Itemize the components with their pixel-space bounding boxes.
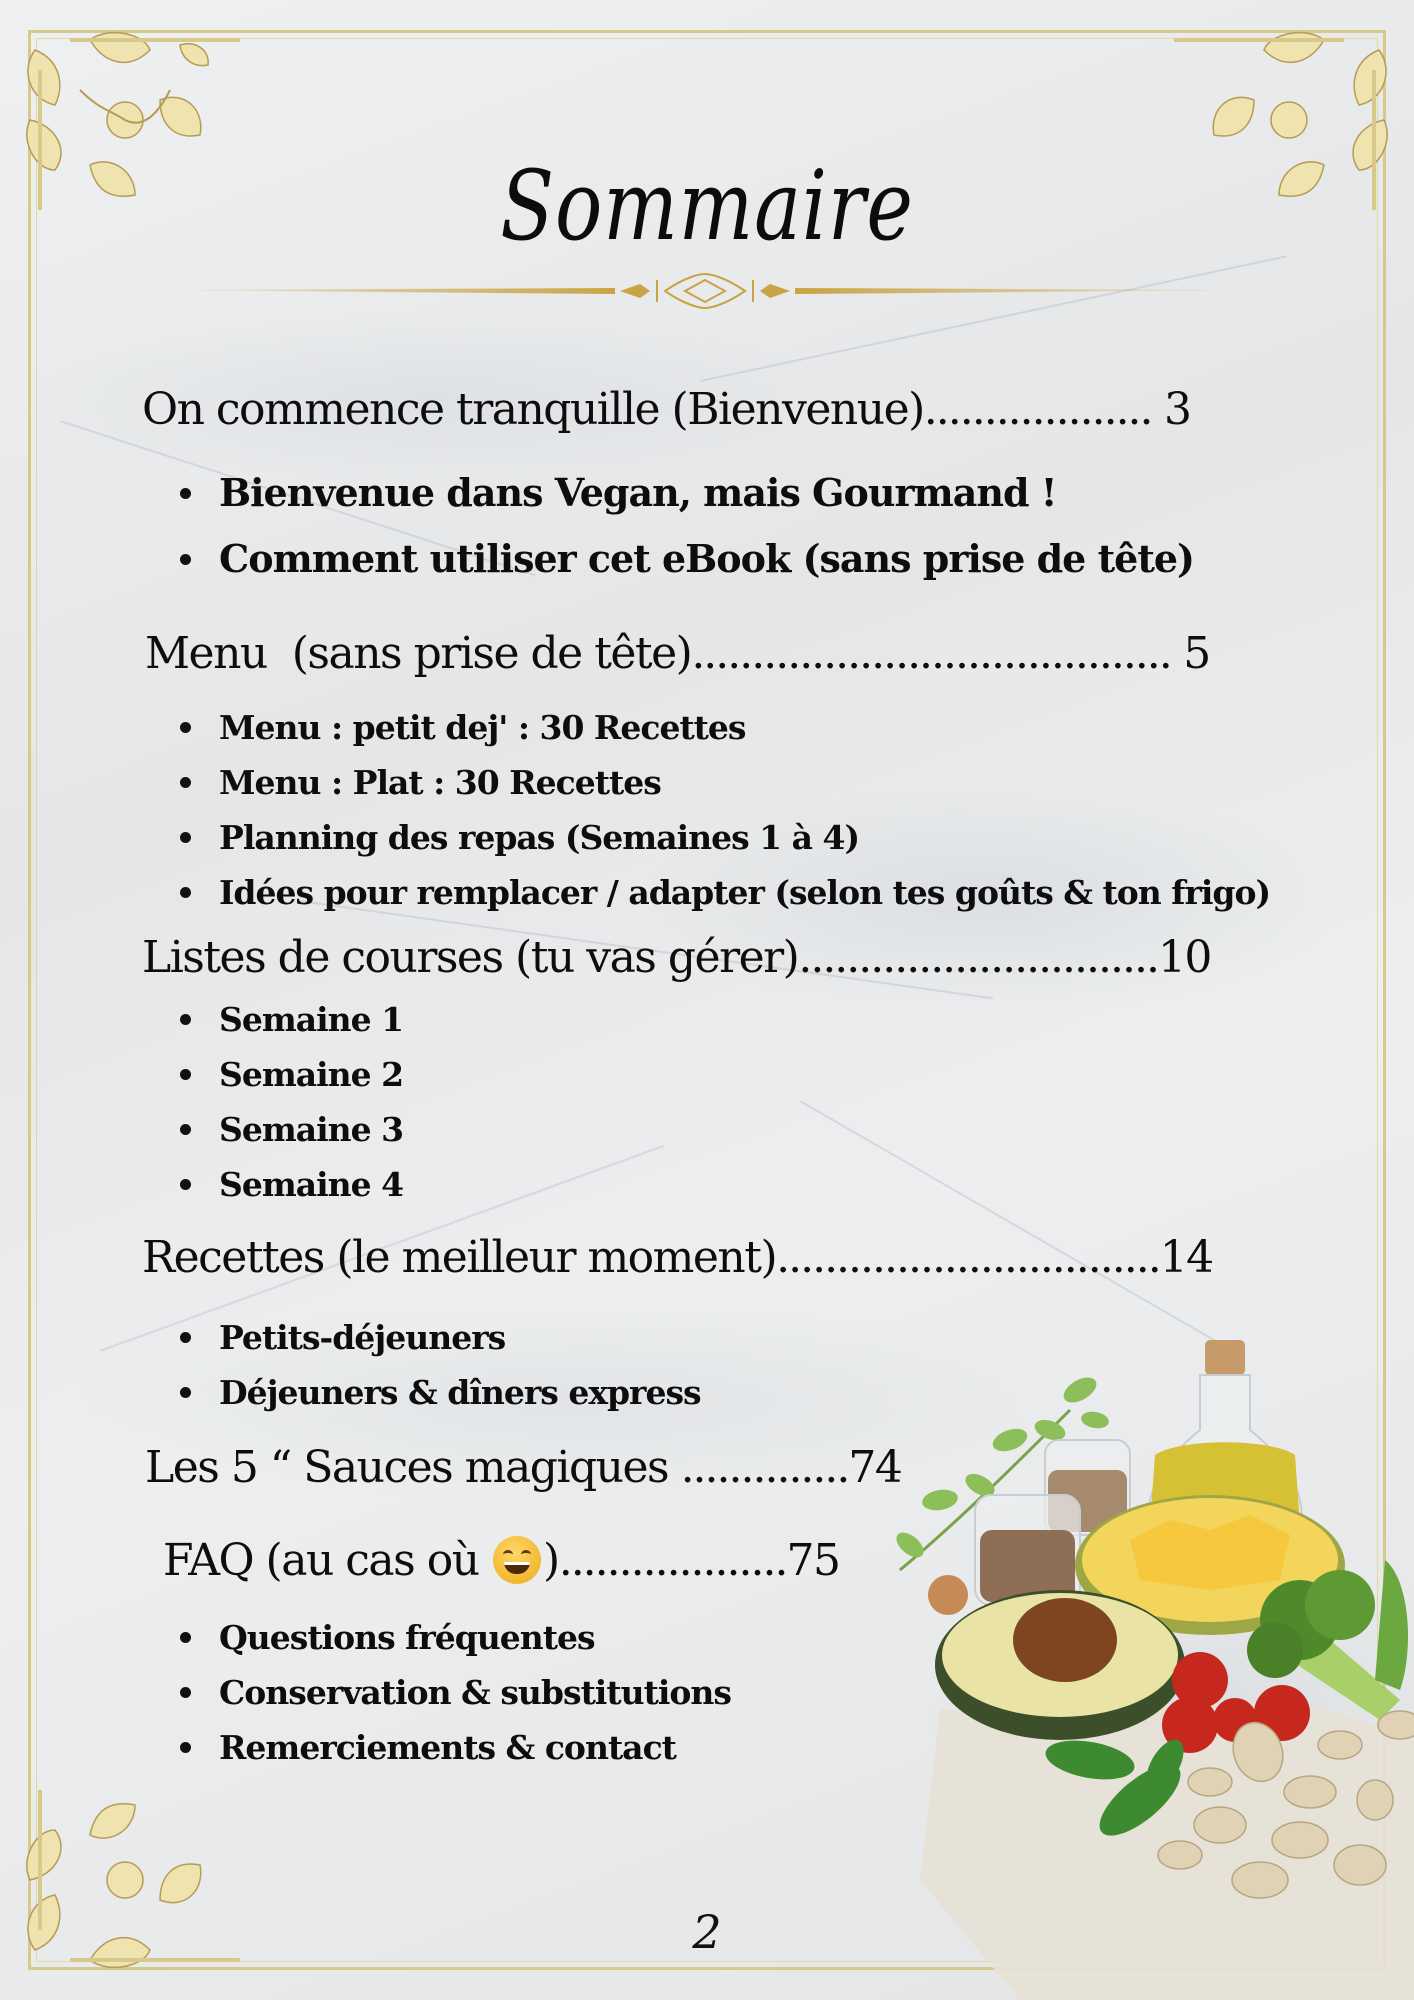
toc-subitem[interactable]: Conservation & substitutions [180, 1673, 731, 1712]
toc-page-number: 74 [848, 1442, 902, 1493]
toc-subitem[interactable]: Questions fréquentes [180, 1618, 595, 1657]
toc-page-number: 3 [1151, 384, 1191, 435]
toc-entry-sauces-magiques[interactable] [145, 1442, 901, 1493]
grinning-face-emoji-icon [493, 1536, 541, 1584]
gold-divider-ornament [145, 272, 1265, 312]
page-number: 2 [692, 1905, 722, 1959]
toc-subitem[interactable]: Bienvenue dans Vegan, mais Gourmand ! [180, 470, 1056, 515]
toc-subitem[interactable]: Remerciements & contact [180, 1728, 676, 1767]
toc-page-number: 10 [1157, 932, 1211, 983]
page-title: Sommaire [500, 150, 914, 262]
toc-heading-label: FAQ (au cas où [163, 1535, 492, 1586]
toc-entry-recettes[interactable] [142, 1232, 1213, 1283]
toc-leader-dots: ................... [923, 384, 1152, 435]
toc-page-number: 75 [786, 1535, 840, 1586]
marble-vein [800, 1100, 1234, 1352]
avocado-icon [935, 1590, 1185, 1740]
toc-entry-faq[interactable]: FAQ (au cas où )...................75 [163, 1535, 840, 1586]
toc-subitem[interactable]: Semaine 3 [180, 1110, 403, 1149]
toc-subitem[interactable]: Semaine 2 [180, 1055, 403, 1094]
toc-heading-label: On commence tranquille (Bienvenue) [142, 384, 924, 435]
toc-leader-dots: .............................. [798, 932, 1158, 983]
toc-leader-dots: ................................ [776, 1232, 1160, 1283]
toc-subitem[interactable]: Petits-déjeuners [180, 1318, 505, 1357]
toc-leader-dots: ........................................ [691, 628, 1171, 679]
toc-heading-label: Menu (sans prise de tête) [145, 628, 692, 679]
vegan-ingredients-illustration [880, 1320, 1414, 2000]
toc-heading-label: Listes de courses (tu vas gérer) [142, 932, 799, 983]
toc-entry-menu[interactable] [145, 628, 1210, 679]
toc-page-number: 14 [1159, 1232, 1213, 1283]
toc-entry-bienvenue[interactable] [142, 384, 1191, 435]
toc-leader-dots: ................... [558, 1535, 787, 1586]
toc-entry-listes-de-courses[interactable] [142, 932, 1211, 983]
toc-leader-dots: .............. [680, 1442, 849, 1493]
hazelnut [928, 1575, 968, 1615]
toc-subitem[interactable]: Déjeuners & dîners express [180, 1373, 701, 1412]
toc-subitem[interactable]: Comment utiliser cet eBook (sans prise de tête) [180, 536, 1194, 581]
toc-subitem[interactable]: Menu : Plat : 30 Recettes [180, 763, 661, 802]
toc-subitem[interactable]: Planning des repas (Semaines 1 à 4) [180, 818, 859, 857]
toc-heading-label: Recettes (le meilleur moment) [142, 1232, 777, 1283]
toc-subitem[interactable]: Semaine 1 [180, 1000, 403, 1039]
toc-heading-label: Les 5 “ Sauces magiques [145, 1442, 681, 1493]
toc-page-number: 5 [1170, 628, 1210, 679]
toc-subitem[interactable]: Semaine 4 [180, 1165, 403, 1204]
toc-subitem[interactable]: Menu : petit dej' : 30 Recettes [180, 708, 746, 747]
toc-subitem[interactable]: Idées pour remplacer / adapter (selon tes goûts & ton frigo) [180, 873, 1270, 912]
